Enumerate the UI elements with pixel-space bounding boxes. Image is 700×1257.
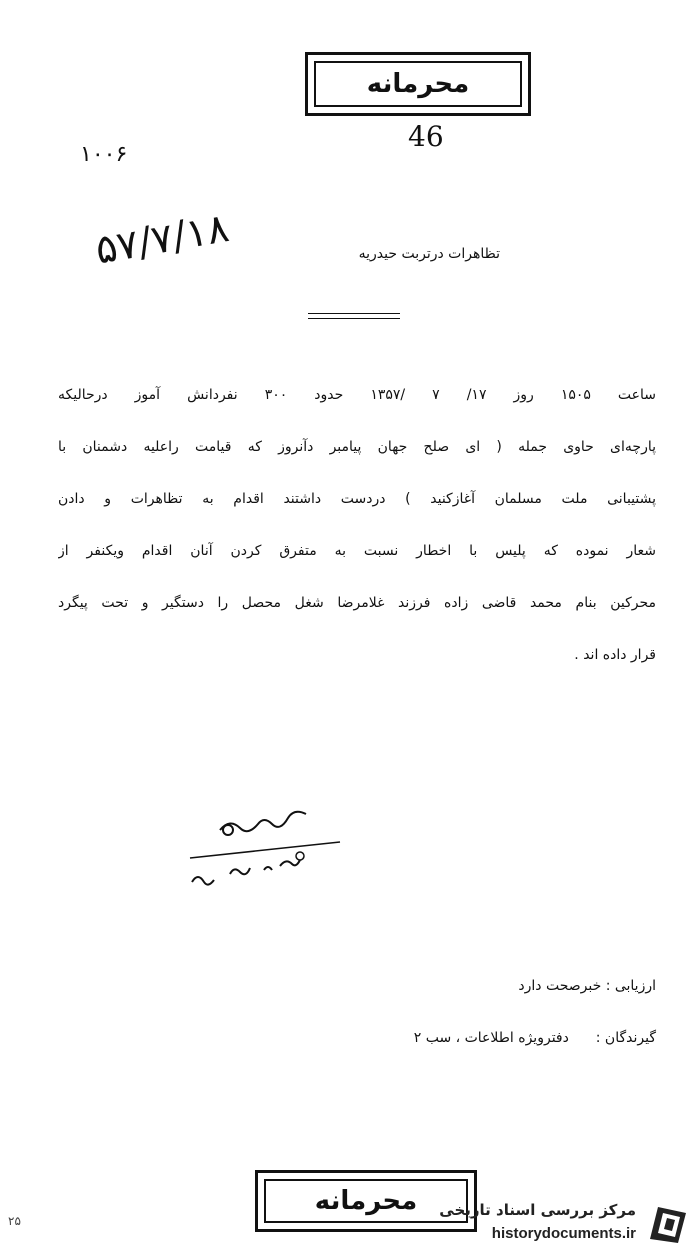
recipients-value: دفترویژه اطلاعات ، سب ۲ bbox=[413, 1030, 569, 1046]
report-line: محرکین بنام محمد قاضی زاده فرزند غلامرضا شغل محصل را دستگیر و تحت پیگرد bbox=[58, 595, 656, 611]
recipients-line bbox=[300, 1030, 656, 1046]
handwritten-date: ۵۷/۷/۱۸ bbox=[92, 205, 233, 274]
evaluation-label: ارزیابی : bbox=[605, 978, 656, 994]
document-subject: تظاهرات درتربت حیدریه bbox=[358, 246, 500, 262]
handwritten-signature bbox=[180, 800, 350, 900]
archive-logo-icon bbox=[644, 1199, 692, 1247]
archive-watermark bbox=[422, 1195, 692, 1251]
report-body bbox=[58, 380, 656, 692]
classification-stamp-bottom-text: محرمانه bbox=[264, 1179, 468, 1223]
page-number: 46 bbox=[408, 120, 444, 153]
report-line: پارچه‌ای حاوی جمله ( ای صلح جهان پیامبر دآنروز که قیامت راعلیه دشمنان با bbox=[58, 439, 656, 455]
margin-mark: ۲۵ bbox=[8, 1214, 21, 1228]
report-line: شعار نموده که پلیس با اخطار نسبت به متفرق کردن آنان اقدام ویکنفر از bbox=[58, 543, 656, 559]
report-line: قرار داده اند . bbox=[574, 647, 656, 663]
evaluation-line bbox=[300, 978, 656, 994]
classification-stamp-top bbox=[305, 52, 531, 116]
report-line: پشتیبانی ملت مسلمان آغازکنید ) دردست داشتند اقدام به تظاهرات و دادن bbox=[58, 491, 656, 507]
archive-url: historydocuments.ir bbox=[491, 1225, 636, 1242]
report-line: ساعت ۱۵۰۵ روز ۱۷/ ۷ /۱۳۵۷ حدود ۳۰۰ نفردانش آموز درحالیکه bbox=[58, 387, 656, 403]
classification-stamp-top-text: محرمانه bbox=[314, 61, 522, 107]
archive-title: مرکز بررسی اسناد تاریخی bbox=[439, 1201, 636, 1219]
subject-underline bbox=[308, 313, 400, 319]
evaluation-value: خبرصحت دارد bbox=[518, 978, 602, 994]
document-number: ۱۰۰۶ bbox=[80, 142, 128, 167]
signature-scribble-icon bbox=[180, 800, 350, 900]
recipients-label: گیرندگان : bbox=[595, 1030, 656, 1046]
